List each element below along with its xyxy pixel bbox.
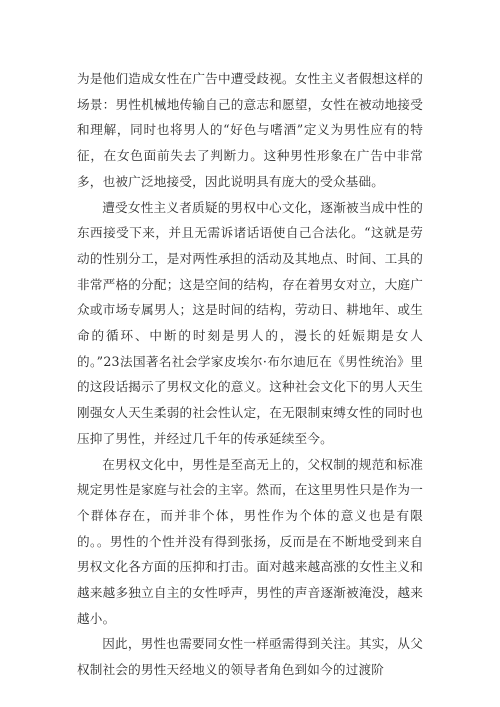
paragraph-2: 遭受女性主义者质疑的男权中心文化，逐渐被当成中性的东西接受下来，并且无需诉诸话语使自己合法化。“这就是劳动的性别分工，是对两性承担的活动及其地点、时间、工具的非常严格的分配；这是空间的结构，存在着男女对立，大庭广众或市场专属男人；这是时间的结构，劳动日、耕地年、或生命的循环、中断的时刻是男人的，漫长的妊娠期是女人的。”23法国著名社会学家皮埃尔·布尔迪厄在《男性统治》里的这段话揭示了男权文化的意义。这种社会文化下的男人天生刚强女人天生柔弱的社会性认定，在无限制束缚女性的同时也压抑了男性，并经过几千年的传承延续至今。 bbox=[77, 199, 423, 446]
paragraph-1: 为是他们造成女性在广告中遭受歧视。女性主义者假想这样的场景：男性机械地传输自己的意志和愿望，女性在被动地接受和理解，同时也将男人的“好色与嗜酒”定义为男性应有的特征，在女色面前失去了判断力。这种男性形象在广告中非常多，也被广泛地接受，因此说明具有庞大的受众基础。 bbox=[77, 71, 423, 189]
paragraph-3: 在男权文化中，男性是至高无上的，父权制的规范和标准规定男性是家庭与社会的主宰。然而，在这里男性只是作为一个群体存在，而并非个体，男性作为个体的意义也是有限的。。男性的个性并没有得到张扬，反而是在不断地受到来自男权文化各方面的压抑和打击。面对越来越高涨的女性主义和越来越多独立自主的女性呼声，男性的声音逐渐被淹没，越来越小。 bbox=[77, 456, 423, 626]
document-body bbox=[77, 66, 423, 683]
paragraph-4: 因此，男性也需要同女性一样亟需得到关注。其实，从父权制社会的男性天经地义的领导者角色到如今的过渡阶 bbox=[77, 636, 423, 678]
